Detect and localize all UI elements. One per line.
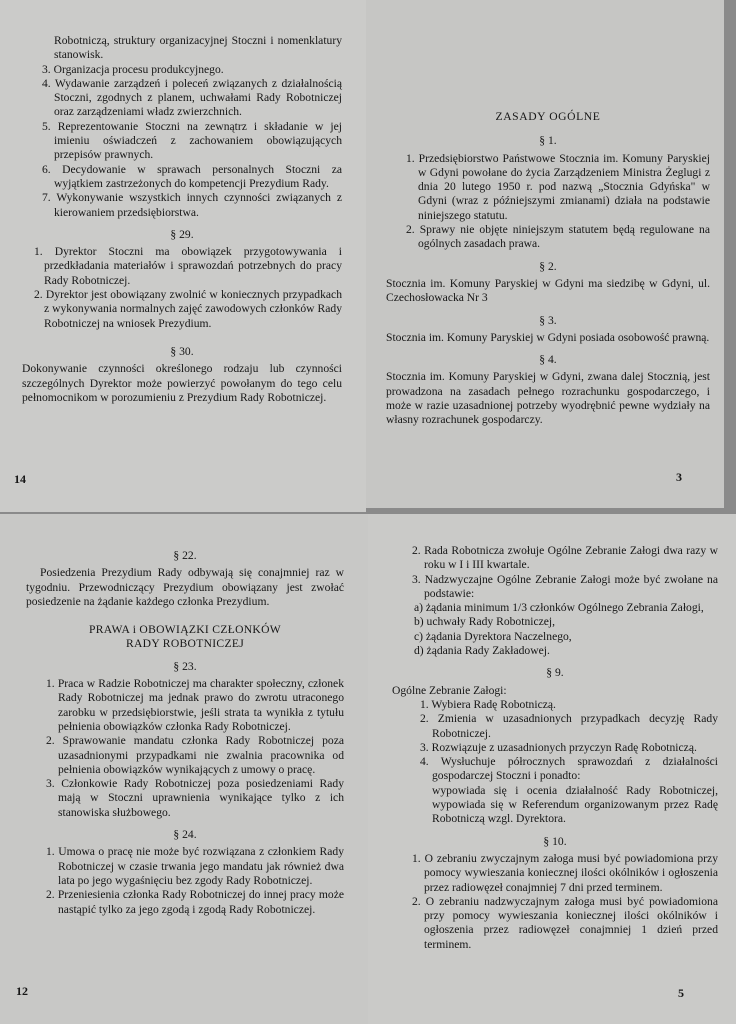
list-item: 2. Przeniesienia członka Rady Robotniczej do innej pracy może nastąpić tylko za jego zgodą i zgodą Rady Robotniczej.: [46, 888, 344, 916]
list-item: 6. Decydowanie w sprawach personalnych Stoczni za wyjątkiem zastrzeżonych do kompetencji Prezydium Rady.: [42, 162, 342, 190]
page-14: [0, 0, 366, 512]
list-subitem: b) uchwały Rady Robotniczej,: [414, 615, 556, 629]
list-item: 7. Wykonywanie wszystkich innych czynności związanych z kierowaniem przedsiębiorstwa.: [42, 191, 342, 219]
page-5-text: [392, 544, 718, 952]
paragraph-heading: § 30.: [170, 344, 194, 358]
list-item: 2. Sprawy nie objęte niniejszym statutem będą regulowane na ogólnych zasadach prawa.: [406, 223, 710, 251]
section-title: RADY ROBOTNICZEJ: [125, 637, 245, 651]
text-line: Ogólne Zebranie Załogi:: [392, 683, 507, 697]
paragraph-heading: § 4.: [539, 353, 557, 367]
page-number: 12: [16, 984, 28, 998]
list-item: 3. Rozwiązuje z uzasadnionych przyczyn Radę Robotniczą.: [420, 740, 697, 754]
page-5: [368, 514, 736, 1024]
text-paragraph: wypowiada się i ocenia działalność Rady Robotniczej, wypowiada się w Referendum organizowanym przez Radę Robotniczą wzgl. Dyrektora.: [432, 783, 718, 826]
list-item: 2. O zebraniu nadzwyczajnym załoga musi być powiadomiona przy pomocy wywieszania koniecznej ilości okólników i ogłoszenia przez radiowęzeł conajmniej 1 dzień przed terminem.: [412, 894, 718, 951]
list-item: 1. Przedsiębiorstwo Państwowe Stocznia im. Komuny Paryskiej w Gdyni powołane do życia Zarządzeniem Ministra Żeglugi z dnia 20 lutego 1950 r. pod nazwą „Stocznia Gdyńska" w Gdyni (wraz z późniejszymi zmianami) działa na podstawie niniejszego statutu.: [406, 151, 710, 222]
paragraph-heading: § 22.: [173, 549, 197, 562]
paragraph-heading: § 2.: [539, 259, 557, 273]
page-12: [0, 514, 368, 1024]
list-subitem: d) żądania Rady Zakładowej.: [414, 644, 550, 658]
text-paragraph: Stocznia im. Komuny Paryskiej w Gdyni posiada osobowość prawną.: [386, 330, 710, 344]
page-14-text: [22, 34, 342, 405]
page-3-text: [386, 110, 710, 428]
section-title: PRAWA i OBOWIĄZKI CZŁONKÓW: [88, 623, 282, 637]
list-item: 3. Nadzwyczajne Ogólne Zebranie Załogi może być zwołane na podstawie:: [412, 572, 718, 600]
list-item: 2. Zmienia w uzasadnionych przypadkach decyzję Rady Robotniczej.: [420, 712, 718, 740]
paragraph-heading: § 29.: [170, 227, 194, 241]
paragraph-heading: § 1.: [539, 134, 557, 148]
list-subitem: a) żądania minimum 1/3 członków Ogólnego Zebrania Załogi,: [414, 601, 704, 615]
text-line: Robotniczą, struktury organizacyjnej Stoczni i nomenklatury stanowisk.: [54, 34, 342, 62]
list-item: 2. Dyrektor jest obowiązany zwolnić w koniecznych przypadkach z wykonywania normalnych zajęć zawodowych członków Rady Robotniczej na wniosek Prezydium.: [34, 288, 342, 330]
page-number: 5: [678, 986, 684, 1000]
text-paragraph: Posiedzenia Prezydium Rady odbywają się conajmniej raz w tygodniu. Przewodniczący Prezydium obowiązany jest zwołać posiedzenie na żądanie każdego członka Prezydium.: [26, 566, 344, 608]
list-item: 5. Reprezentowanie Stoczni na zewnątrz i składanie w jej imieniu oświadczeń z zachowaniem obowiązujących przepisów prawnych.: [42, 119, 342, 162]
paragraph-heading: § 23.: [173, 659, 197, 673]
list-item: 1. Wybiera Radę Robotniczą.: [420, 697, 556, 711]
text-paragraph: Stocznia im. Komuny Paryskiej w Gdyni ma siedzibę w Gdyni, ul. Czechosłowacka Nr 3: [386, 276, 710, 305]
list-item: 1. Umowa o pracę nie może być rozwiązana z członkiem Rady Robotniczej w czasie trwania jego mandatu jak również dwa lata po jego wygaśnięciu bez zgody Rady Robotniczej.: [46, 845, 344, 887]
page-number: 14: [14, 472, 26, 486]
text-paragraph: Stocznia im. Komuny Paryskiej w Gdyni, zwana dalej Stocznią, jest prowadzona na zasadach pełnego rozrachunku gospodarczego, i może w razie uzasadnionej potrzeby wyodrębnić pewne wydziały na własny rozrachunek gospodarczy.: [386, 370, 710, 427]
paragraph-heading: § 9.: [546, 666, 564, 680]
page-12-text: [26, 549, 344, 917]
list-item: 3. Członkowie Rady Robotniczej poza posiedzeniami Rady mają w Stoczni uprawnienia wynikające tylko z ich stanowiska służbowego.: [46, 777, 344, 819]
list-item: 1. Praca w Radzie Robotniczej ma charakter społeczny, członek Rady Robotniczej ma jednak prawo do zwrotu utraconego zarobku w przedsiębiorstwie, jeśli strata ta wynikła z tytułu pełnienia obowiązków członka Rady Robotniczej.: [46, 677, 344, 733]
list-item: 1. Dyrektor Stoczni ma obowiązek przygotowywania i przedkładania materiałów i sprawozdań potrzebnych do pracy Rady Robotniczej.: [34, 245, 342, 287]
paragraph-heading: § 10.: [543, 834, 567, 848]
paragraph-heading: § 24.: [173, 828, 197, 842]
page-number: 3: [676, 470, 682, 484]
list-item: 1. O zebraniu zwyczajnym załoga musi być powiadomiona przy pomocy wywieszania koniecznej ilości okólników i ogłoszenia przez radiowęzeł conajmniej 7 dni przed terminem.: [412, 851, 718, 894]
paragraph-heading: § 3.: [539, 313, 557, 327]
list-item: 4. Wysłuchuje półrocznych sprawozdań z działalności gospodarczej Stoczni i ponadto:: [420, 755, 718, 783]
list-item: 4. Wydawanie zarządzeń i poleceń związanych z działalnością Stoczni, zgodnych z planem, uchwałami Rady Robotniczej oraz zarządzeniami władz zwierzchnich.: [42, 76, 342, 119]
list-item: 2. Rada Robotnicza zwołuje Ogólne Zebranie Załogi dwa razy w roku w I i III kwartale.: [412, 544, 718, 572]
list-item: 3. Organizacja procesu produkcyjnego.: [42, 62, 224, 76]
section-title: ZASADY OGÓLNE: [495, 110, 601, 123]
page-3: [366, 0, 724, 508]
text-paragraph: Dokonywanie czynności określonego rodzaju lub czynności szczególnych Dyrektor może powierzyć powołanym do tego celu pełnomocnikom w porozumieniu z Prezydium Rady Robotniczej.: [22, 362, 342, 404]
list-item: 2. Sprawowanie mandatu członka Rady Robotniczej poza uzasadnionymi przypadkami nie zwalnia pracownika od pełnienia obowiązków wynikających z umowy o pracę.: [46, 734, 344, 776]
list-subitem: c) żądania Dyrektora Naczelnego,: [414, 629, 572, 643]
